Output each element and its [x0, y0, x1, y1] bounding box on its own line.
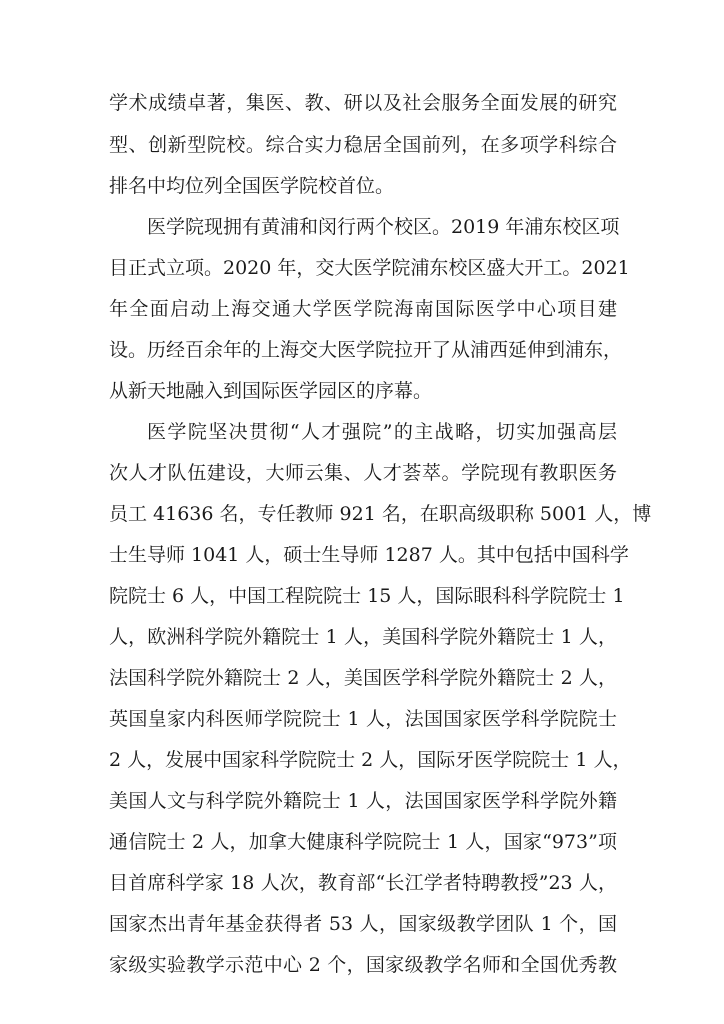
- text-line: 人，欧洲科学院外籍院士 1 人，美国科学院外籍院士 1 人，: [109, 626, 617, 648]
- text-line: 目正式立项。2020 年，交大医学院浦东校区盛大开工。2021: [109, 257, 630, 279]
- text-line: 型、创新型院校。综合实力稳居全国前列，在多项学科综合: [109, 134, 617, 156]
- text-line: 通信院士 2 人，加拿大健康科学院院士 1 人，国家“973”项: [109, 831, 617, 853]
- text-line: 英国皇家内科医师学院院士 1 人，法国国家医学科学院院士: [109, 708, 617, 730]
- text-line: 从新天地融入到国际医学园区的序幕。: [109, 380, 433, 402]
- text-line: 院院士 6 人，中国工程院院士 15 人，国际眼科科学院院士 1: [109, 585, 625, 607]
- text-line: 排名中均位列全国医学院校首位。: [109, 175, 395, 197]
- text-line: 员工 41636 名，专任教师 921 名，在职高级职称 5001 人，博: [109, 503, 652, 525]
- text-line: 学术成绩卓著，集医、教、研以及社会服务全面发展的研究: [109, 92, 617, 114]
- text-line: 美国人文与科学院外籍院士 1 人，法国国家医学科学院外籍: [109, 790, 617, 812]
- text-line: 法国科学院外籍院士 2 人，美国医学科学院外籍院士 2 人，: [109, 667, 617, 689]
- text-line: 设。历经百余年的上海交大医学院拉开了从浦西延伸到浦东，: [109, 339, 623, 361]
- text-line: 次人才队伍建设，大师云集、人才荟萃。学院现有教职医务: [109, 462, 617, 484]
- text-line: 家级实验教学示范中心 2 个，国家级教学名师和全国优秀教: [109, 954, 617, 976]
- text-line: 国家杰出青年基金获得者 53 人，国家级教学团队 1 个，国: [109, 913, 617, 935]
- text-line: 年全面启动上海交通大学医学院海南国际医学中心项目建: [109, 298, 617, 320]
- paragraph-start-line: 医学院现拥有黄浦和闵行两个校区。2019 年浦东校区项: [147, 216, 620, 238]
- paragraph-start-line: 医学院坚决贯彻“人才强院”的主战略，切实加强高层: [147, 421, 617, 443]
- text-line: 士生导师 1041 人，硕士生导师 1287 人。其中包括中国科学: [109, 544, 629, 566]
- text-line: 目首席科学家 18 人次，教育部“长江学者特聘教授”23 人，: [109, 872, 617, 894]
- text-line: 2 人，发展中国家科学院院士 2 人，国际牙医学院院士 1 人，: [109, 749, 632, 771]
